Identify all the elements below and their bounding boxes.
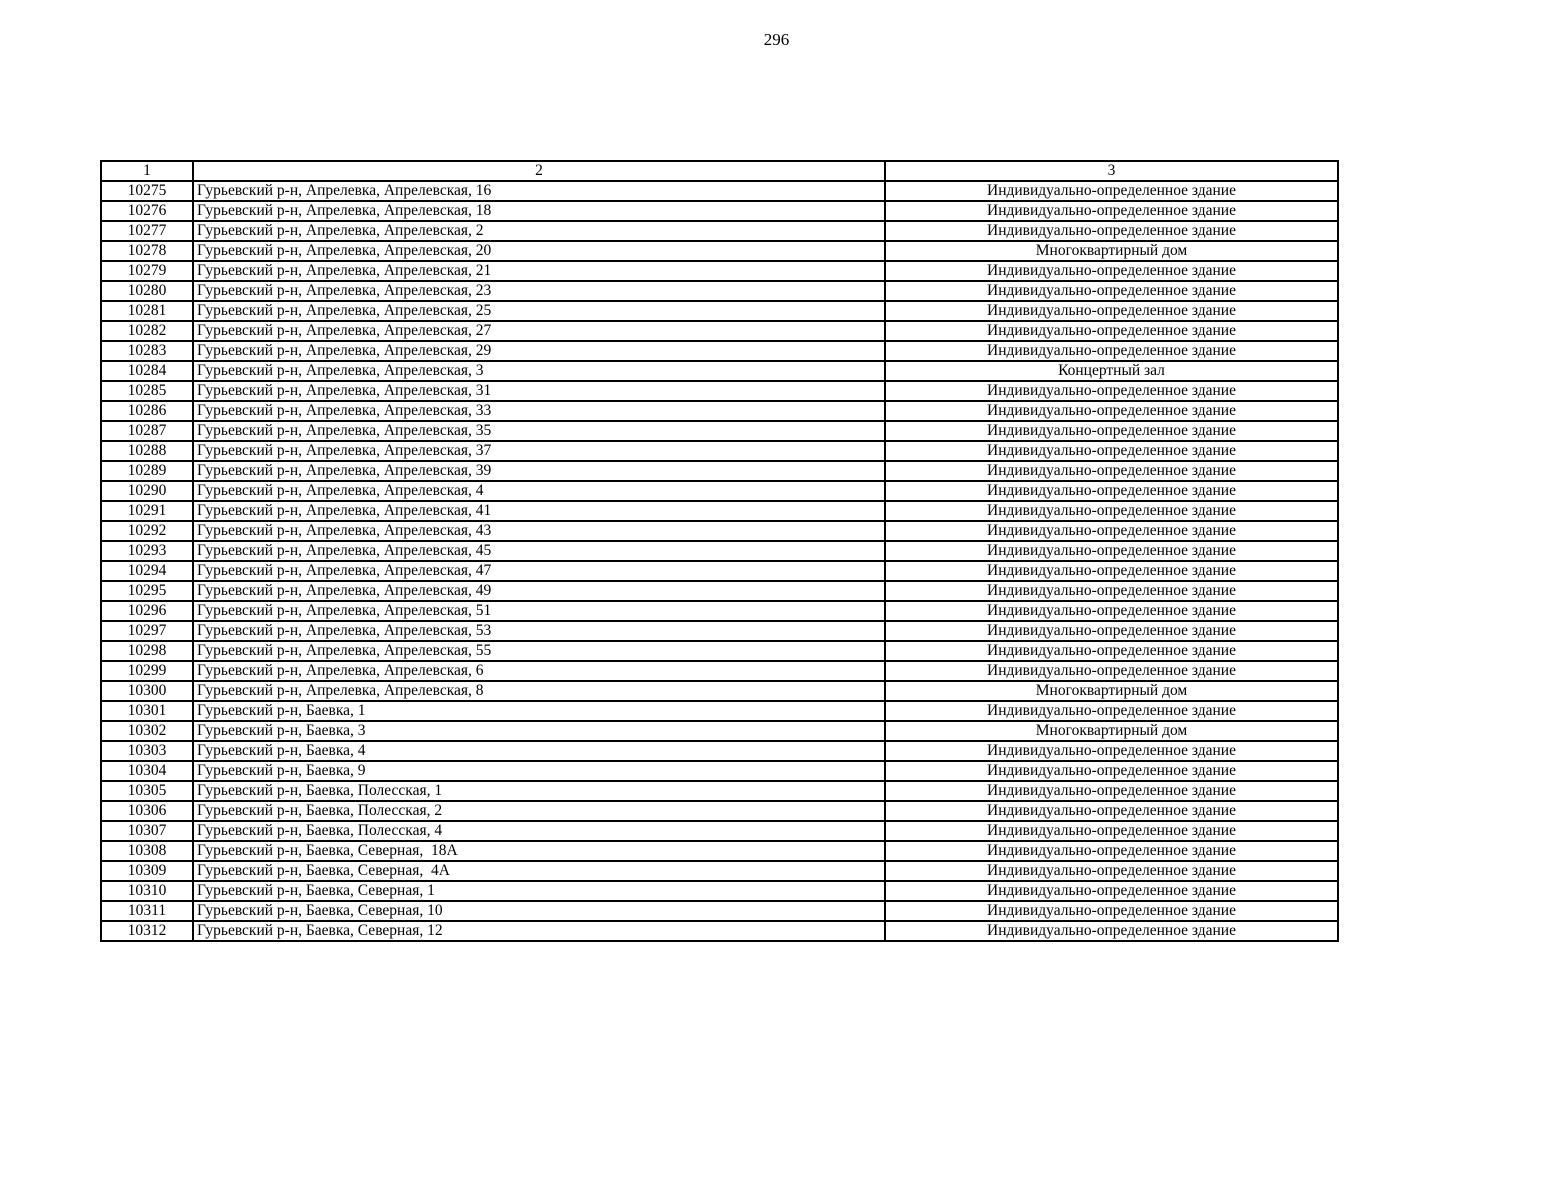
row-id-cell: 10309 — [101, 861, 193, 881]
table-row — [101, 801, 1338, 821]
row-id-cell: 10282 — [101, 321, 193, 341]
row-id-cell: 10307 — [101, 821, 193, 841]
table-row — [101, 841, 1338, 861]
column-header-1: 1 — [101, 161, 193, 181]
row-type-cell: Индивидуально-определенное здание — [885, 301, 1338, 321]
row-address-cell: Гурьевский р-н, Баевка, Северная, 4А — [193, 861, 885, 881]
table-row — [101, 641, 1338, 661]
row-type-cell: Индивидуально-определенное здание — [885, 921, 1338, 941]
row-address-cell: Гурьевский р-н, Апрелевка, Апрелевская, 27 — [193, 321, 885, 341]
row-id-cell: 10284 — [101, 361, 193, 381]
row-address-cell: Гурьевский р-н, Апрелевка, Апрелевская, 37 — [193, 441, 885, 461]
table-row — [101, 901, 1338, 921]
table-row — [101, 581, 1338, 601]
row-id-cell: 10304 — [101, 761, 193, 781]
row-address-cell: Гурьевский р-н, Апрелевка, Апрелевская, 20 — [193, 241, 885, 261]
row-id-cell: 10292 — [101, 521, 193, 541]
table-row — [101, 381, 1338, 401]
row-id-cell: 10285 — [101, 381, 193, 401]
row-type-cell: Индивидуально-определенное здание — [885, 221, 1338, 241]
row-id-cell: 10279 — [101, 261, 193, 281]
row-id-cell: 10294 — [101, 561, 193, 581]
table-row — [101, 701, 1338, 721]
table-row — [101, 601, 1338, 621]
row-address-cell: Гурьевский р-н, Баевка, Северная, 10 — [193, 901, 885, 921]
table-row — [101, 781, 1338, 801]
row-id-cell: 10306 — [101, 801, 193, 821]
row-address-cell: Гурьевский р-н, Апрелевка, Апрелевская, 8 — [193, 681, 885, 701]
table-row — [101, 541, 1338, 561]
table-row — [101, 821, 1338, 841]
row-address-cell: Гурьевский р-н, Апрелевка, Апрелевская, 21 — [193, 261, 885, 281]
page-number: 296 — [763, 30, 790, 49]
table-row — [101, 361, 1338, 381]
row-address-cell: Гурьевский р-н, Апрелевка, Апрелевская, 47 — [193, 561, 885, 581]
table-row — [101, 501, 1338, 521]
row-address-cell: Гурьевский р-н, Апрелевка, Апрелевская, 6 — [193, 661, 885, 681]
row-address-cell: Гурьевский р-н, Апрелевка, Апрелевская, 39 — [193, 461, 885, 481]
row-id-cell: 10302 — [101, 721, 193, 741]
row-type-cell: Индивидуально-определенное здание — [885, 581, 1338, 601]
row-address-cell: Гурьевский р-н, Апрелевка, Апрелевская, 55 — [193, 641, 885, 661]
registry-table — [100, 160, 1339, 942]
row-type-cell: Индивидуально-определенное здание — [885, 861, 1338, 881]
row-id-cell: 10291 — [101, 501, 193, 521]
row-id-cell: 10298 — [101, 641, 193, 661]
row-id-cell: 10289 — [101, 461, 193, 481]
row-type-cell: Индивидуально-определенное здание — [885, 421, 1338, 441]
row-address-cell: Гурьевский р-н, Баевка, 3 — [193, 721, 885, 741]
column-header-2: 2 — [193, 161, 885, 181]
registry-table-body — [101, 161, 1338, 941]
row-type-cell: Индивидуально-определенное здание — [885, 801, 1338, 821]
row-id-cell: 10277 — [101, 221, 193, 241]
table-row — [101, 681, 1338, 701]
row-id-cell: 10275 — [101, 181, 193, 201]
table-row — [101, 561, 1338, 581]
row-type-cell: Индивидуально-определенное здание — [885, 601, 1338, 621]
row-address-cell: Гурьевский р-н, Апрелевка, Апрелевская, 43 — [193, 521, 885, 541]
row-id-cell: 10295 — [101, 581, 193, 601]
row-id-cell: 10296 — [101, 601, 193, 621]
row-address-cell: Гурьевский р-н, Апрелевка, Апрелевская, 35 — [193, 421, 885, 441]
row-address-cell: Гурьевский р-н, Апрелевка, Апрелевская, 33 — [193, 401, 885, 421]
table-row — [101, 181, 1338, 201]
row-address-cell: Гурьевский р-н, Апрелевка, Апрелевская, 45 — [193, 541, 885, 561]
row-type-cell: Индивидуально-определенное здание — [885, 481, 1338, 501]
row-type-cell: Индивидуально-определенное здание — [885, 761, 1338, 781]
row-address-cell: Гурьевский р-н, Баевка, Северная, 12 — [193, 921, 885, 941]
row-type-cell: Индивидуально-определенное здание — [885, 461, 1338, 481]
row-id-cell: 10300 — [101, 681, 193, 701]
row-id-cell: 10312 — [101, 921, 193, 941]
table-row — [101, 481, 1338, 501]
row-type-cell: Индивидуально-определенное здание — [885, 741, 1338, 761]
row-type-cell: Индивидуально-определенное здание — [885, 441, 1338, 461]
row-type-cell: Индивидуально-определенное здание — [885, 821, 1338, 841]
row-id-cell: 10276 — [101, 201, 193, 221]
row-id-cell: 10280 — [101, 281, 193, 301]
row-type-cell: Индивидуально-определенное здание — [885, 261, 1338, 281]
table-row — [101, 661, 1338, 681]
table-row — [101, 721, 1338, 741]
row-address-cell: Гурьевский р-н, Апрелевка, Апрелевская, 53 — [193, 621, 885, 641]
row-type-cell: Индивидуально-определенное здание — [885, 501, 1338, 521]
row-id-cell: 10299 — [101, 661, 193, 681]
row-address-cell: Гурьевский р-н, Апрелевка, Апрелевская, 41 — [193, 501, 885, 521]
row-id-cell: 10308 — [101, 841, 193, 861]
table-row — [101, 221, 1338, 241]
table-row — [101, 521, 1338, 541]
row-id-cell: 10288 — [101, 441, 193, 461]
row-type-cell: Индивидуально-определенное здание — [885, 901, 1338, 921]
row-type-cell: Индивидуально-определенное здание — [885, 321, 1338, 341]
table-row — [101, 741, 1338, 761]
row-address-cell: Гурьевский р-н, Баевка, Полесская, 4 — [193, 821, 885, 841]
table-row — [101, 241, 1338, 261]
row-id-cell: 10310 — [101, 881, 193, 901]
row-id-cell: 10297 — [101, 621, 193, 641]
row-address-cell: Гурьевский р-н, Баевка, Северная, 18А — [193, 841, 885, 861]
row-type-cell: Многоквартирный дом — [885, 721, 1338, 741]
table-row — [101, 321, 1338, 341]
row-id-cell: 10305 — [101, 781, 193, 801]
row-id-cell: 10303 — [101, 741, 193, 761]
row-id-cell: 10287 — [101, 421, 193, 441]
row-type-cell: Многоквартирный дом — [885, 681, 1338, 701]
row-address-cell: Гурьевский р-н, Баевка, 9 — [193, 761, 885, 781]
row-type-cell: Индивидуально-определенное здание — [885, 281, 1338, 301]
row-type-cell: Многоквартирный дом — [885, 241, 1338, 261]
row-address-cell: Гурьевский р-н, Апрелевка, Апрелевская, 25 — [193, 301, 885, 321]
row-id-cell: 10293 — [101, 541, 193, 561]
row-address-cell: Гурьевский р-н, Баевка, 1 — [193, 701, 885, 721]
table-row — [101, 621, 1338, 641]
table-row — [101, 261, 1338, 281]
row-type-cell: Индивидуально-определенное здание — [885, 561, 1338, 581]
table-row — [101, 461, 1338, 481]
row-address-cell: Гурьевский р-н, Апрелевка, Апрелевская, 29 — [193, 341, 885, 361]
row-address-cell: Гурьевский р-н, Апрелевка, Апрелевская, 31 — [193, 381, 885, 401]
table-row — [101, 201, 1338, 221]
row-type-cell: Индивидуально-определенное здание — [885, 521, 1338, 541]
table-row — [101, 441, 1338, 461]
row-type-cell: Индивидуально-определенное здание — [885, 781, 1338, 801]
table-row — [101, 861, 1338, 881]
row-address-cell: Гурьевский р-н, Апрелевка, Апрелевская, 3 — [193, 361, 885, 381]
row-type-cell: Индивидуально-определенное здание — [885, 661, 1338, 681]
row-type-cell: Индивидуально-определенное здание — [885, 181, 1338, 201]
table-row — [101, 281, 1338, 301]
row-address-cell: Гурьевский р-н, Апрелевка, Апрелевская, 4 — [193, 481, 885, 501]
row-type-cell: Индивидуально-определенное здание — [885, 841, 1338, 861]
row-type-cell: Концертный зал — [885, 361, 1338, 381]
row-address-cell: Гурьевский р-н, Баевка, Полесская, 1 — [193, 781, 885, 801]
row-address-cell: Гурьевский р-н, Апрелевка, Апрелевская, 2 — [193, 221, 885, 241]
row-address-cell: Гурьевский р-н, Апрелевка, Апрелевская, 16 — [193, 181, 885, 201]
row-type-cell: Индивидуально-определенное здание — [885, 641, 1338, 661]
column-header-3: 3 — [885, 161, 1338, 181]
table-header-row — [101, 161, 1338, 181]
row-address-cell: Гурьевский р-н, Апрелевка, Апрелевская, 23 — [193, 281, 885, 301]
row-id-cell: 10290 — [101, 481, 193, 501]
row-type-cell: Индивидуально-определенное здание — [885, 881, 1338, 901]
row-address-cell: Гурьевский р-н, Апрелевка, Апрелевская, 18 — [193, 201, 885, 221]
row-type-cell: Индивидуально-определенное здание — [885, 621, 1338, 641]
table-row — [101, 341, 1338, 361]
row-address-cell: Гурьевский р-н, Апрелевка, Апрелевская, 49 — [193, 581, 885, 601]
row-type-cell: Индивидуально-определенное здание — [885, 381, 1338, 401]
row-address-cell: Гурьевский р-н, Баевка, Северная, 1 — [193, 881, 885, 901]
table-row — [101, 301, 1338, 321]
table-row — [101, 921, 1338, 941]
table-row — [101, 401, 1338, 421]
table-row — [101, 761, 1338, 781]
row-id-cell: 10286 — [101, 401, 193, 421]
table-row — [101, 421, 1338, 441]
table-row — [101, 881, 1338, 901]
row-address-cell: Гурьевский р-н, Апрелевка, Апрелевская, 51 — [193, 601, 885, 621]
row-id-cell: 10278 — [101, 241, 193, 261]
row-id-cell: 10311 — [101, 901, 193, 921]
row-id-cell: 10301 — [101, 701, 193, 721]
row-type-cell: Индивидуально-определенное здание — [885, 201, 1338, 221]
row-type-cell: Индивидуально-определенное здание — [885, 541, 1338, 561]
row-address-cell: Гурьевский р-н, Баевка, Полесская, 2 — [193, 801, 885, 821]
row-type-cell: Индивидуально-определенное здание — [885, 401, 1338, 421]
row-type-cell: Индивидуально-определенное здание — [885, 341, 1338, 361]
row-address-cell: Гурьевский р-н, Баевка, 4 — [193, 741, 885, 761]
row-id-cell: 10281 — [101, 301, 193, 321]
row-type-cell: Индивидуально-определенное здание — [885, 701, 1338, 721]
row-id-cell: 10283 — [101, 341, 193, 361]
